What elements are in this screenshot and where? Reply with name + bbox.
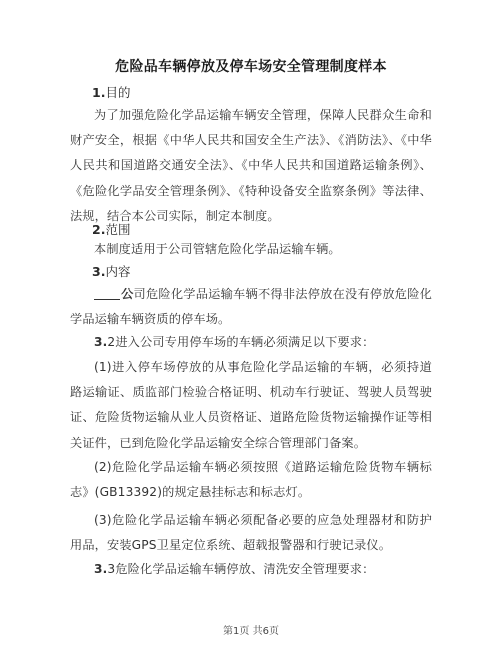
document-title: 危险品车辆停放及停车场安全管理制度样本 bbox=[115, 59, 387, 75]
company-char: 公 bbox=[121, 287, 134, 301]
section-3-paragraph bbox=[70, 282, 432, 332]
section-2-paragraph: 本制度适用于公司管辖危险化学品运输车辆。 bbox=[94, 242, 341, 256]
section-3-3-number: 3. bbox=[94, 562, 108, 576]
item-2-paragraph: (2)危险化学品运输车辆必须按照《道路运输危险货物车辆标志》(GB13392)的规定悬挂标志和标志灯。 bbox=[70, 460, 432, 500]
fill-in-blank bbox=[94, 287, 120, 300]
item-3-paragraph: (3)危险化学品运输车辆必须配备必要的应急处理器材和防护用品，安装GPS卫星定位系统、超载报警器和行驶记录仪。 bbox=[70, 513, 432, 553]
section-3-2-number: 3. bbox=[94, 335, 108, 349]
section-3-3-paragraph bbox=[70, 557, 432, 582]
section-3-2-paragraph bbox=[70, 330, 432, 355]
item-1-paragraph: (1)进入停车场停放的从事危险化学品运输的车辆，必须持道路运输证、质监部门检验合格证明、机动车行驶证、驾驶人员驾驶证、危险货物运输从业人员资格证、道路危险货物运输操作证等相关证件，已到危险化学品运输安全综合管理部门备案。 bbox=[70, 360, 432, 450]
section-3-3-text: 3危险化学品运输车辆停放、清洗安全管理要求： bbox=[107, 562, 375, 576]
section-3-text: 司危险化学品运输车辆不得非法停放在没有停放危险化学品运输车辆资质的停车场。 bbox=[70, 287, 432, 327]
section-1-heading bbox=[92, 84, 130, 102]
section-3-heading bbox=[92, 263, 130, 281]
section-3-number: 3. bbox=[92, 264, 106, 279]
section-2-number: 2. bbox=[92, 222, 106, 237]
section-1-paragraph: 为了加强危险化学品运输车辆安全管理，保障人民群众生命和财产安全，根据《中华人民共和国安全生产法》、《消防法》、《中华人民共和国道路交通安全法》、《中华人民共和国道路运输条例》、《危险化学品安全管理条例》、《特种设备安全监察条例》等法律、法规，结合本公司实际，制定本制度。 bbox=[70, 108, 432, 223]
section-2-label: 范围 bbox=[105, 222, 131, 237]
section-1-label: 目的 bbox=[105, 85, 131, 100]
section-3-label: 内容 bbox=[105, 264, 131, 279]
section-3-2-text: 2进入公司专用停车场的车辆必须满足以下要求： bbox=[107, 335, 375, 349]
section-1-number: 1. bbox=[92, 85, 106, 100]
page-footer: 第1页 共6页 bbox=[223, 626, 279, 637]
